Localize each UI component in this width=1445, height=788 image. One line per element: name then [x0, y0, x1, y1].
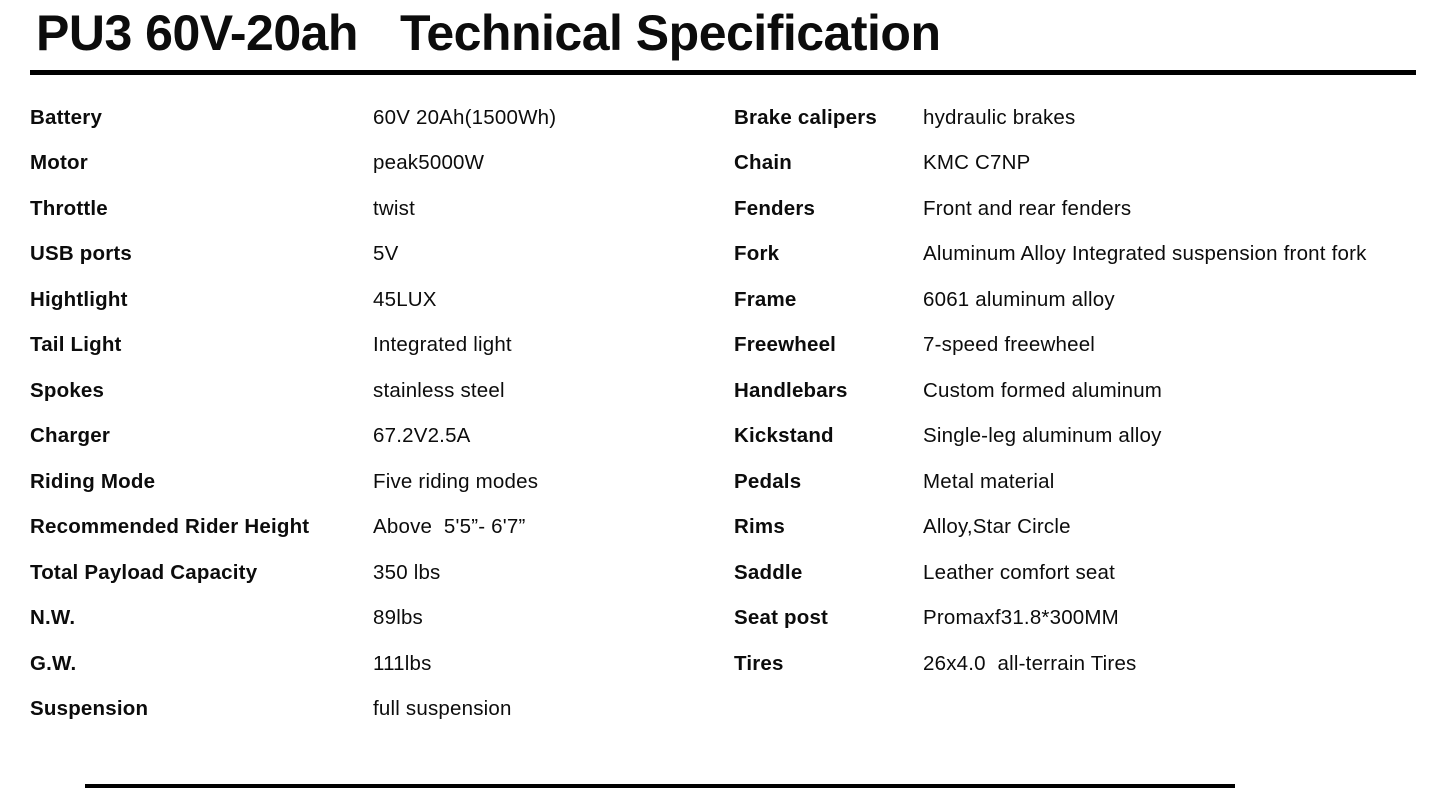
- spec-label: Handlebars: [734, 378, 848, 402]
- spec-label: USB ports: [30, 242, 133, 266]
- spec-value: 350 lbs: [373, 560, 441, 584]
- spec-column-right: [734, 95, 1434, 687]
- spec-row: [30, 95, 734, 141]
- spec-row: [30, 687, 734, 733]
- spec-label: Tail Light: [30, 333, 122, 357]
- spec-value: full suspension: [373, 697, 512, 721]
- spec-row: [734, 186, 1434, 232]
- spec-row: [30, 368, 734, 414]
- spec-row: [30, 277, 734, 323]
- spec-label: G.W.: [30, 651, 77, 675]
- spec-row: [30, 186, 734, 232]
- spec-row: [30, 550, 734, 596]
- spec-row: [30, 232, 734, 278]
- spec-value: 26x4.0 all-terrain Tires: [923, 651, 1137, 675]
- spec-row: [30, 414, 734, 460]
- spec-label: Chain: [734, 151, 792, 175]
- page-title-model: PU3 60V-20ah: [36, 5, 358, 61]
- spec-row: [734, 414, 1434, 460]
- spec-value: Custom formed aluminum: [923, 378, 1163, 402]
- spec-value: 5V: [373, 242, 399, 266]
- spec-row: [734, 550, 1434, 596]
- spec-value: Aluminum Alloy Integrated suspension front fork: [923, 242, 1367, 266]
- spec-row: [30, 596, 734, 642]
- spec-value: 89lbs: [373, 606, 424, 630]
- spec-value: hydraulic brakes: [923, 105, 1076, 129]
- spec-label: Fork: [734, 242, 780, 266]
- spec-label: Suspension: [30, 697, 149, 721]
- spec-label: Brake calipers: [734, 105, 877, 129]
- spec-row: [30, 141, 734, 187]
- spec-value: 60V 20Ah(1500Wh): [373, 105, 557, 129]
- spec-label: Riding Mode: [30, 469, 156, 493]
- spec-label: Battery: [30, 105, 103, 129]
- spec-label: Charger: [30, 424, 111, 448]
- spec-value: Above 5'5”- 6'7”: [373, 515, 526, 539]
- spec-label: Pedals: [734, 469, 802, 493]
- header-rule: [30, 70, 1416, 75]
- spec-row: [734, 323, 1434, 369]
- spec-value: Five riding modes: [373, 469, 539, 493]
- spec-label: N.W.: [30, 606, 76, 630]
- spec-value: twist: [373, 196, 415, 220]
- spec-value: 111lbs: [373, 651, 432, 675]
- spec-column-left: [30, 95, 734, 732]
- spec-value: Single-leg aluminum alloy: [923, 424, 1162, 448]
- spec-label: Frame: [734, 287, 797, 311]
- spec-label: Saddle: [734, 560, 803, 584]
- spec-row: [734, 368, 1434, 414]
- spec-value: Integrated light: [373, 333, 512, 357]
- spec-value: Front and rear fenders: [923, 196, 1132, 220]
- page-title: [36, 0, 941, 66]
- spec-value: Promaxf31.8*300MM: [923, 606, 1119, 630]
- spec-label: Kickstand: [734, 424, 834, 448]
- spec-row: [734, 95, 1434, 141]
- spec-label: Rims: [734, 515, 785, 539]
- spec-label: Recommended Rider Height: [30, 515, 310, 539]
- spec-row: [30, 505, 734, 551]
- spec-row: [734, 505, 1434, 551]
- spec-value: Metal material: [923, 469, 1055, 493]
- spec-value: stainless steel: [373, 378, 505, 402]
- footer-rule: [85, 784, 1235, 788]
- spec-label: Hightlight: [30, 287, 128, 311]
- spec-row: [30, 641, 734, 687]
- spec-value: Leather comfort seat: [923, 560, 1116, 584]
- spec-row: [734, 232, 1434, 278]
- spec-value: 6061 aluminum alloy: [923, 287, 1115, 311]
- spec-value: 45LUX: [373, 287, 437, 311]
- spec-label: Fenders: [734, 196, 816, 220]
- spec-label: Freewheel: [734, 333, 837, 357]
- spec-label: Tires: [734, 651, 784, 675]
- spec-row: [734, 277, 1434, 323]
- spec-row: [30, 459, 734, 505]
- spec-label: Throttle: [30, 196, 108, 220]
- spec-value: 7-speed freewheel: [923, 333, 1096, 357]
- spec-label: Motor: [30, 151, 88, 175]
- spec-value: Alloy,Star Circle: [923, 515, 1071, 539]
- spec-row: [734, 596, 1434, 642]
- spec-value: peak5000W: [373, 151, 485, 175]
- spec-row: [30, 323, 734, 369]
- spec-row: [734, 141, 1434, 187]
- page-title-text: Technical Specification: [399, 5, 941, 61]
- spec-label: Spokes: [30, 378, 105, 402]
- spec-row: [734, 641, 1434, 687]
- spec-value: 67.2V2.5A: [373, 424, 471, 448]
- spec-label: Seat post: [734, 606, 829, 630]
- spec-row: [734, 459, 1434, 505]
- spec-label: Total Payload Capacity: [30, 560, 258, 584]
- spec-value: KMC C7NP: [923, 151, 1031, 175]
